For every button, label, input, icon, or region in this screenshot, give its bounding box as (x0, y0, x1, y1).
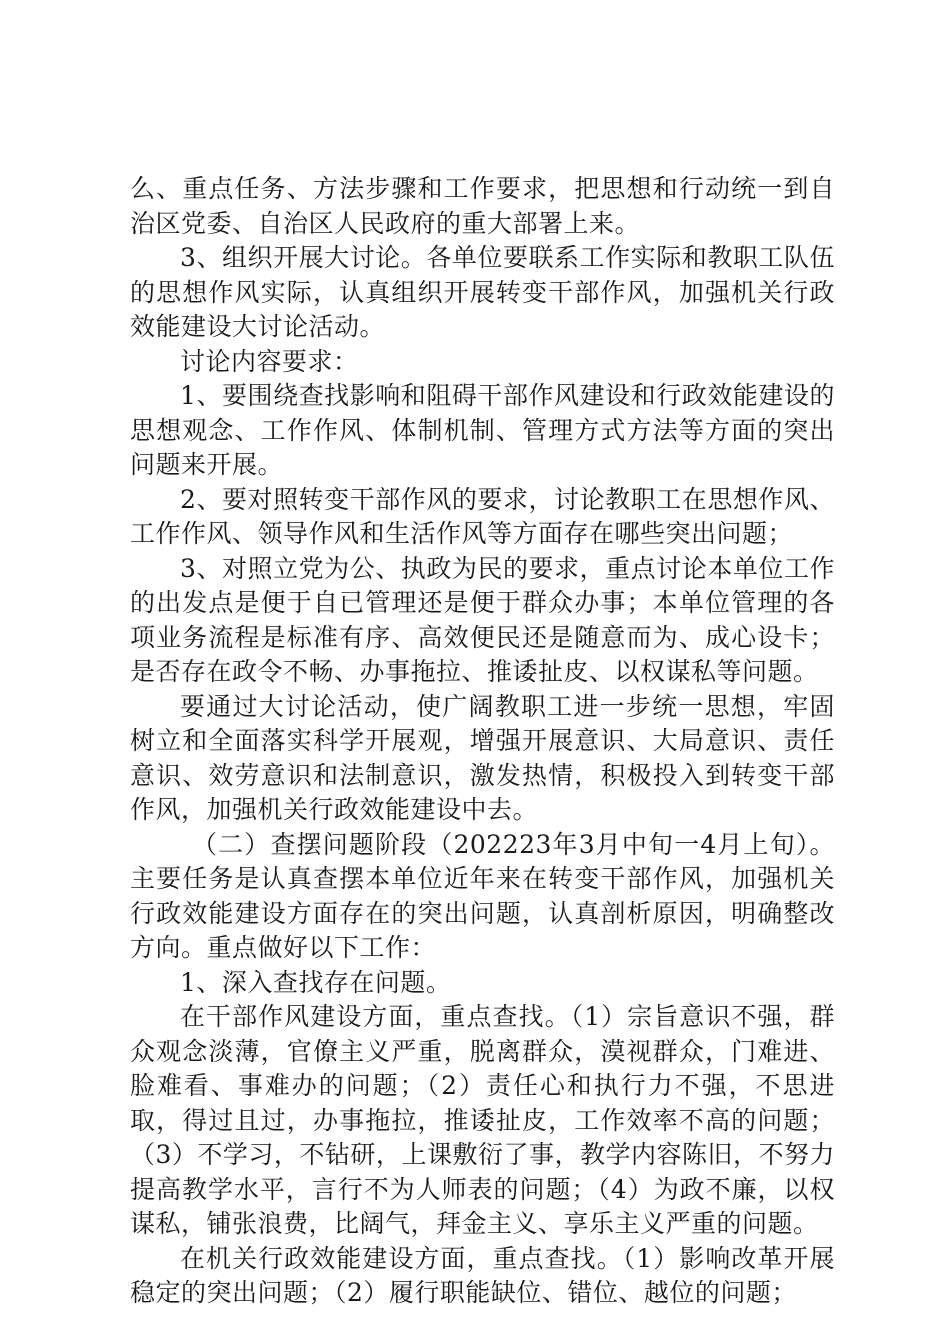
paragraph-efficiency-building: 在机关行政效能建设方面，重点查找。（1）影响改革开展稳定的突出问题；（2）履行职能缺位、错位、越位的问题； (130, 1243, 835, 1307)
paragraph-stage-two-heading: （二）查摆问题阶段（202223年3月中旬一4月上旬）。主要任务是认真查摆本单位近年来在转变干部作风，加强机关行政效能建设方面存在的突出问题，认真剖析原因，明确整改方向。重点做好以下工作： (130, 829, 835, 962)
paragraph-find-problems: 1、深入查找存在问题。 (180, 967, 452, 997)
paragraph-cadre-style: 在干部作风建设方面，重点查找。（1）宗旨意识不强，群众观念淡薄，官僚主义严重，脱离群众，漠视群众，门难进、脸难看、事难办的问题；（2）责任心和执行力不强，不思进取，得过且过，办事拖拉，推诿扯皮，工作效率不高的问题；（3）不学习，不钻研，上课敷衍了事，教学内容陈旧，不努力提高教学水平，言行不为人师表的问题；（4）为政不廉，以权谋私，铺张浪费，比阔气，拜金主义、享乐主义严重的问题。 (130, 1002, 835, 1238)
paragraph-organize-discussion: 3、组织开展大讨论。各单位要联系工作实际和教职工队伍的思想作风实际，认真组织开展转变干部作风，加强机关行政效能建设大讨论活动。 (130, 243, 835, 341)
paragraph-continuation: 么、重点任务、方法步骤和工作要求，把思想和行动统一到自治区党委、自治区人民政府的重大部署上来。 (130, 174, 835, 238)
document-body (130, 172, 835, 1311)
paragraph-discussion-goal: 要通过大讨论活动，使广阔教职工进一步统一思想，牢固树立和全面落实科学开展观，增强开展意识、大局意识、责任意识、效劳意识和法制意识，激发热情，积极投入到转变干部作风，加强机关行政效能建设中去。 (130, 691, 835, 824)
paragraph-requirement-1: 1、要围绕查找影响和阻碍干部作风建设和行政效能建设的思想观念、工作作风、体制机制、管理方式方法等方面的突出问题来开展。 (130, 381, 835, 479)
paragraph-discussion-heading: 讨论内容要求： (180, 346, 359, 376)
paragraph-requirement-2: 2、要对照转变干部作风的要求，讨论教职工在思想作风、工作作风、领导作风和生活作风等方面存在哪些突出问题； (130, 484, 835, 548)
paragraph-requirement-3: 3、对照立党为公、执政为民的要求，重点讨论本单位工作的出发点是便于自已管理还是便于群众办事；本单位管理的各项业务流程是标准有序、高效便民还是随意而为、成心设卡；是否存在政令不畅、办事拖拉、推诿扯皮、以权谋私等问题。 (130, 553, 835, 686)
